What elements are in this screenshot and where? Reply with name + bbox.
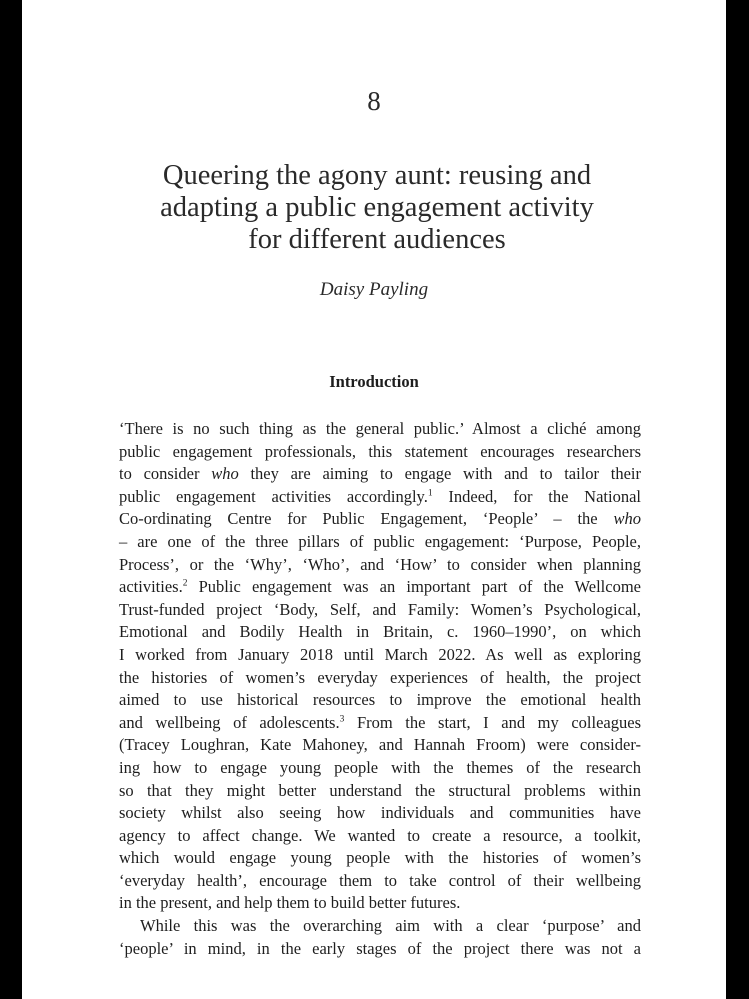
text-run: Indeed, for the National (448, 486, 641, 506)
text-run: While this was the overarching aim with a clear ‘purpose’ and (140, 916, 641, 936)
text-run: agency to affect change. We wanted to create a resource, a toolkit, (119, 825, 641, 845)
text-run: Trust-funded project ‘Body, Self, and Family: Women’s Psychological, (119, 599, 641, 619)
text-run: ‘There is no such thing as the general public.’ Almost a cliché among (119, 419, 641, 438)
text-line (119, 847, 641, 870)
text-line (119, 915, 641, 938)
text-run: Public engagement was an important part of the Wellcome (198, 577, 641, 597)
text-run: Process’, or the ‘Why’, ‘Who’, and ‘How’ to consider when planning (119, 554, 641, 574)
footnote-marker[interactable]: 1 (427, 488, 433, 499)
text-line (119, 531, 641, 554)
text-run: the histories of women’s everyday experiences of health, the project (119, 667, 641, 687)
text-line (119, 757, 641, 780)
text-line (119, 508, 641, 531)
text-run: society whilst also seeing how individuals and communities have (119, 803, 641, 823)
text-line (119, 870, 641, 893)
text-run: public engagement professionals, this statement encourages researchers (119, 441, 641, 461)
text-line (119, 644, 641, 667)
body-text (119, 418, 641, 960)
text-run: they are aiming to engage with and to tailor their (250, 464, 642, 484)
text-run: ‘everyday health’, encourage them to take control of their wellbeing (119, 870, 641, 890)
text-line (119, 734, 641, 757)
text-line (119, 667, 641, 690)
footnote-marker[interactable]: 2 (182, 578, 188, 589)
text-run: which would engage young people with the histories of women’s (119, 848, 641, 868)
text-run: and wellbeing of adolescents. (119, 712, 340, 732)
text-line (119, 621, 641, 644)
text-run: public engagement activities accordingly. (119, 486, 428, 506)
chapter-title-line: Queering the agony aunt: reusing and (162, 160, 592, 191)
chapter-title-line: adapting a public engagement activity (160, 192, 594, 223)
text-line (119, 825, 641, 848)
text-line (119, 892, 641, 915)
text-line (119, 486, 641, 509)
text-line (119, 802, 641, 825)
text-line (119, 599, 641, 622)
text-line (119, 576, 641, 599)
text-line (119, 689, 641, 712)
emphasis-who: who (613, 509, 641, 529)
text-line (119, 712, 641, 735)
text-run: to consider (119, 464, 200, 484)
chapter-author: Daisy Payling (319, 279, 429, 300)
text-line (119, 780, 641, 803)
chapter-number: 8 (367, 86, 381, 116)
text-run: Emotional and Bodily Health in Britain, c. 1960–1990’, on which (119, 622, 641, 642)
chapter-title (82, 160, 672, 256)
chapter-title-line: for different audiences (248, 224, 506, 255)
text-run: activities. (119, 577, 183, 597)
text-run: ing how to engage young people with the themes of the research (119, 757, 641, 777)
text-line (119, 441, 641, 464)
book-page (22, 0, 726, 999)
text-run: aimed to use historical resources to improve the emotional health (119, 690, 641, 710)
text-run: ‘people’ in mind, in the early stages of the project there was not a (119, 938, 641, 958)
text-run: I worked from January 2018 until March 2022. As well as exploring (119, 644, 641, 664)
text-run: so that they might better understand the structural problems within (119, 780, 641, 800)
emphasis-who: who (211, 464, 239, 484)
text-line (119, 463, 641, 486)
text-line (119, 418, 641, 441)
section-heading: Introduction (329, 372, 419, 391)
text-run: – are one of the three pillars of public engagement: ‘Purpose, People, (119, 531, 641, 551)
text-run: From the start, I and my colleagues (356, 712, 641, 732)
text-line (119, 554, 641, 577)
text-run: (Tracey Loughran, Kate Mahoney, and Hannah Froom) were consider- (119, 735, 641, 755)
text-line (119, 938, 641, 961)
text-run: in the present, and help them to build better futures. (119, 893, 461, 913)
text-run: Co-ordinating Centre for Public Engagement, ‘People’ – the (119, 509, 598, 529)
footnote-marker[interactable]: 3 (339, 714, 345, 725)
